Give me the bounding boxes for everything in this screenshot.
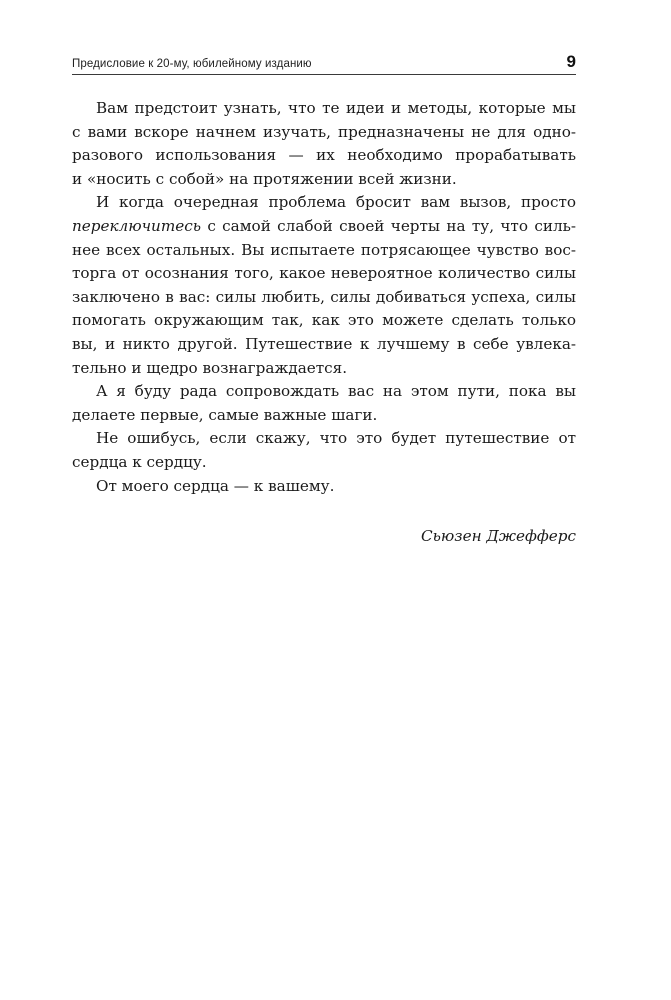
text-line-with-emphasis [72, 215, 576, 239]
text-line: сердца к сердцу. [72, 452, 207, 471]
text-line: помогать окружающим так, как это можете сделать только [72, 311, 576, 330]
running-header-title: Предисловие к 20-му, юбилейному изданию [72, 58, 312, 70]
text-line: вы, и никто другой. Путешествие к лучшему в себе увлека- [72, 334, 576, 353]
body-text [72, 97, 576, 498]
emphasized-word: переключитесь [72, 216, 201, 235]
author-signature: Сьюзен Джефферс [421, 527, 576, 545]
running-header [72, 52, 576, 75]
text-line: Вам предстоит узнать, что те идеи и методы, которые мы [96, 99, 576, 117]
text-line: разового использования — их необходимо прорабатывать [72, 146, 576, 165]
text-line: нее всех остальных. Вы испытаете потрясающее чувство вос- [72, 240, 576, 259]
page-number: 9 [566, 52, 576, 71]
text-line: и «носить с собой» на протяжении всей жизни. [72, 169, 457, 188]
text-line: заключено в вас: силы любить, силы добиваться успеха, силы [72, 287, 576, 306]
text-line: делаете первые, самые важные шаги. [72, 405, 378, 424]
text-line: тельно и щедро вознаграждается. [72, 358, 348, 377]
text-line: торга от осознания того, какое невероятное количество силы [72, 264, 576, 283]
text-line-rest: с самой слабой своей черты на ту, что силь- [200, 216, 576, 235]
text-line: Не ошибусь, если скажу, что это будет путешествие от [96, 429, 576, 448]
text-line: От моего сердца — к вашему. [96, 476, 335, 495]
text-line: с вами вскоре начнем изучать, предназначены не для одно- [72, 122, 576, 141]
text-line: А я буду рада сопровождать вас на этом пути, пока вы [96, 382, 576, 401]
text-line: И когда очередная проблема бросит вам вызов, просто [96, 193, 576, 212]
